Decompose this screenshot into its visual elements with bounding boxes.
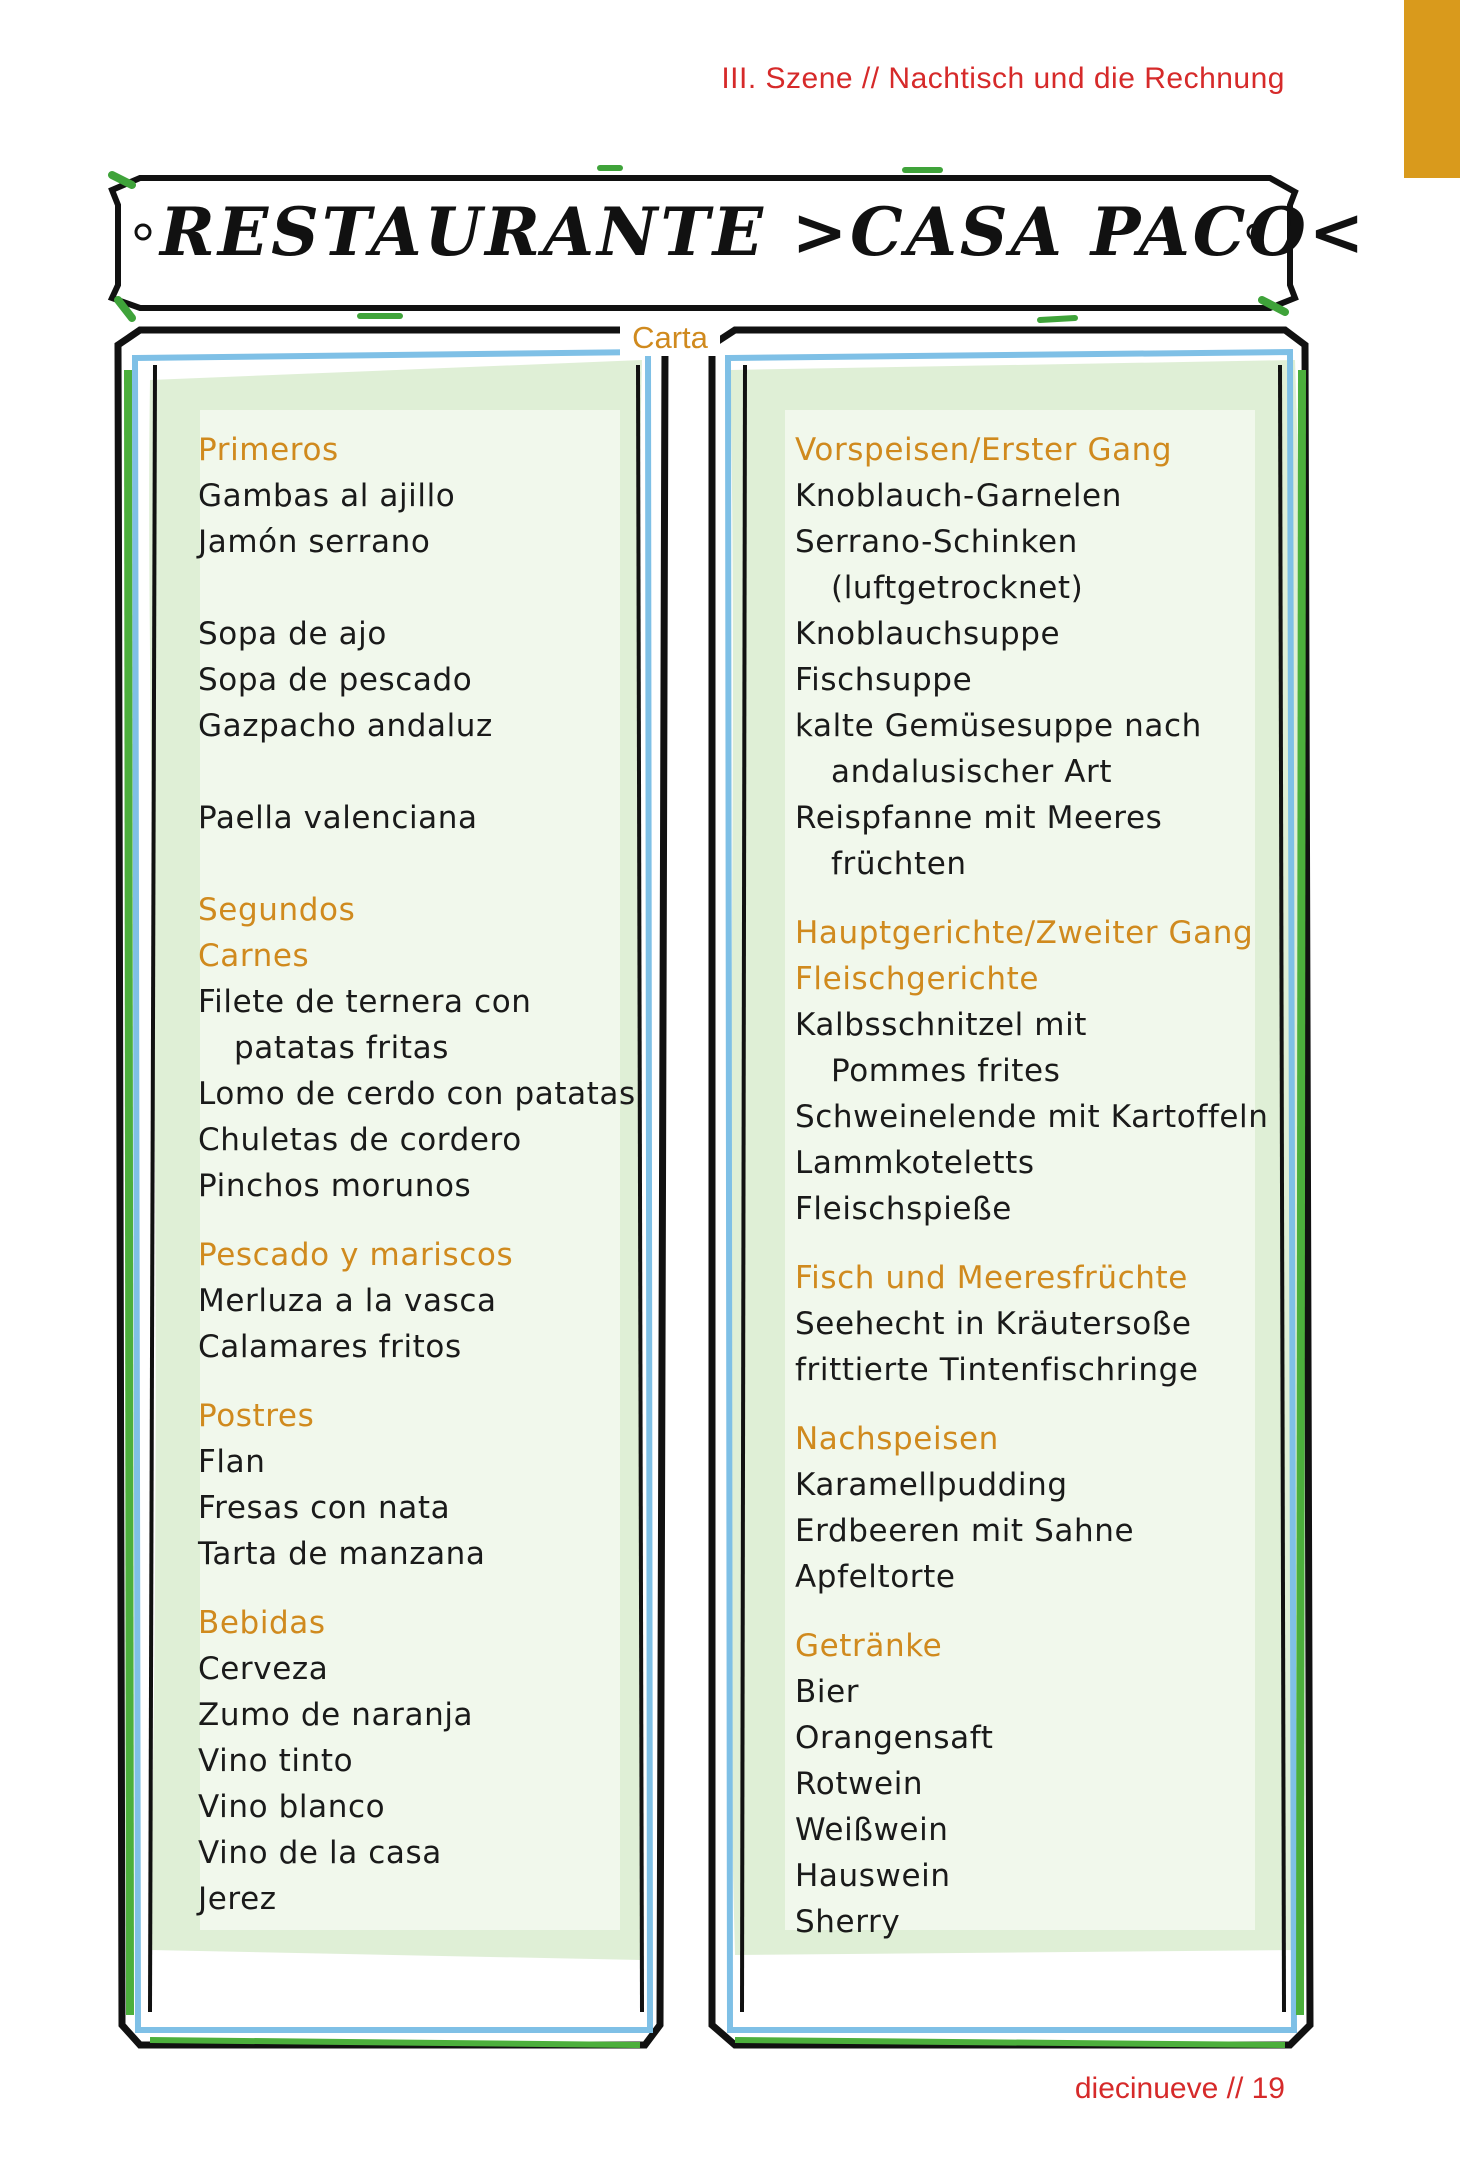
menu-item: Apfeltorte	[795, 1559, 956, 1595]
subsection-heading: Pescado y mariscos	[198, 1237, 514, 1273]
menu-item: Lomo de cerdo con patatas	[198, 1076, 636, 1112]
menu-item: Rotwein	[795, 1766, 924, 1802]
menu-item: Bier	[795, 1674, 860, 1710]
menu-item: Knoblauch-Garnelen	[795, 478, 1122, 514]
running-head: III. Szene // Nachtisch und die Rechnung	[721, 62, 1285, 95]
menu-item-continuation: patatas fritas	[234, 1030, 449, 1066]
menu-item: Vino de la casa	[198, 1835, 442, 1871]
menu-item-continuation: (luftgetrocknet)	[831, 570, 1084, 606]
menu-item: Cerveza	[198, 1651, 329, 1687]
menu-item: Hauswein	[795, 1858, 951, 1894]
section-heading: Primeros	[198, 432, 339, 468]
section-heading: Segundos	[198, 892, 356, 928]
menu-item: Karamellpudding	[795, 1467, 1068, 1503]
menu-item: Vino tinto	[198, 1743, 354, 1779]
menu-item: Erdbeeren mit Sahne	[795, 1513, 1135, 1549]
subsection-heading: Carnes	[198, 938, 310, 974]
menu-item: Serrano-Schinken	[795, 524, 1078, 560]
subsection-heading: Fleischgerichte	[795, 961, 1039, 997]
restaurant-title: RESTAURANTE >CASA PACO<	[160, 193, 1368, 271]
menu-item: frittierte Tintenfischringe	[795, 1352, 1199, 1388]
carta-label: Carta	[620, 320, 720, 356]
section-heading: Postres	[198, 1398, 315, 1434]
menu-item-continuation: Pommes frites	[831, 1053, 1061, 1089]
menu-item: Paella valenciana	[198, 800, 478, 836]
section-heading: Getränke	[795, 1628, 943, 1664]
menu-item: Vino blanco	[198, 1789, 386, 1825]
menu-item: Fleischspieße	[795, 1191, 1012, 1227]
menu-item: Pinchos morunos	[198, 1168, 472, 1204]
menu-item: Weißwein	[795, 1812, 949, 1848]
menu-item: Filete de ternera con	[198, 984, 532, 1020]
menu-item: Calamares fritos	[198, 1329, 462, 1365]
menu-item: kalte Gemüsesuppe nach	[795, 708, 1202, 744]
menu-item-continuation: andalusischer Art	[831, 754, 1113, 790]
menu-item: Gambas al ajillo	[198, 478, 456, 514]
menu-item: Sherry	[795, 1904, 901, 1940]
menu-item: Fischsuppe	[795, 662, 973, 698]
menu-item: Kalbsschnitzel mit	[795, 1007, 1088, 1043]
subsection-heading: Fisch und Meeresfrüchte	[795, 1260, 1188, 1296]
section-heading: Nachspeisen	[795, 1421, 999, 1457]
section-heading: Hauptgerichte/Zweiter Gang	[795, 915, 1254, 951]
section-heading: Bebidas	[198, 1605, 326, 1641]
menu-item: Schweinelende mit Kartoffeln	[795, 1099, 1269, 1135]
menu-item: Sopa de ajo	[198, 616, 387, 652]
menu-item: Flan	[198, 1444, 266, 1480]
menu-item-continuation: früchten	[831, 846, 967, 882]
menu-item: Knoblauchsuppe	[795, 616, 1061, 652]
section-heading: Vorspeisen/Erster Gang	[795, 432, 1173, 468]
menu-item: Sopa de pescado	[198, 662, 473, 698]
menu-item: Orangensaft	[795, 1720, 994, 1756]
menu-item: Fresas con nata	[198, 1490, 451, 1526]
page-number: diecinueve // 19	[1074, 2072, 1285, 2105]
menu-item: Chuletas de cordero	[198, 1122, 522, 1158]
menu-item: Jerez	[198, 1881, 277, 1917]
menu-column-german	[795, 427, 1269, 1945]
menu-item: Reispfanne mit Meeres	[795, 800, 1163, 836]
menu-item: Jamón serrano	[198, 524, 431, 560]
menu-item: Tarta de manzana	[198, 1536, 486, 1572]
menu-item: Zumo de naranja	[198, 1697, 474, 1733]
menu-column-spanish	[198, 427, 648, 1922]
menu-item: Lammkoteletts	[795, 1145, 1035, 1181]
menu-item: Merluza a la vasca	[198, 1283, 497, 1319]
menu-item: Seehecht in Kräutersoße	[795, 1306, 1192, 1342]
menu-item: Gazpacho andaluz	[198, 708, 493, 744]
